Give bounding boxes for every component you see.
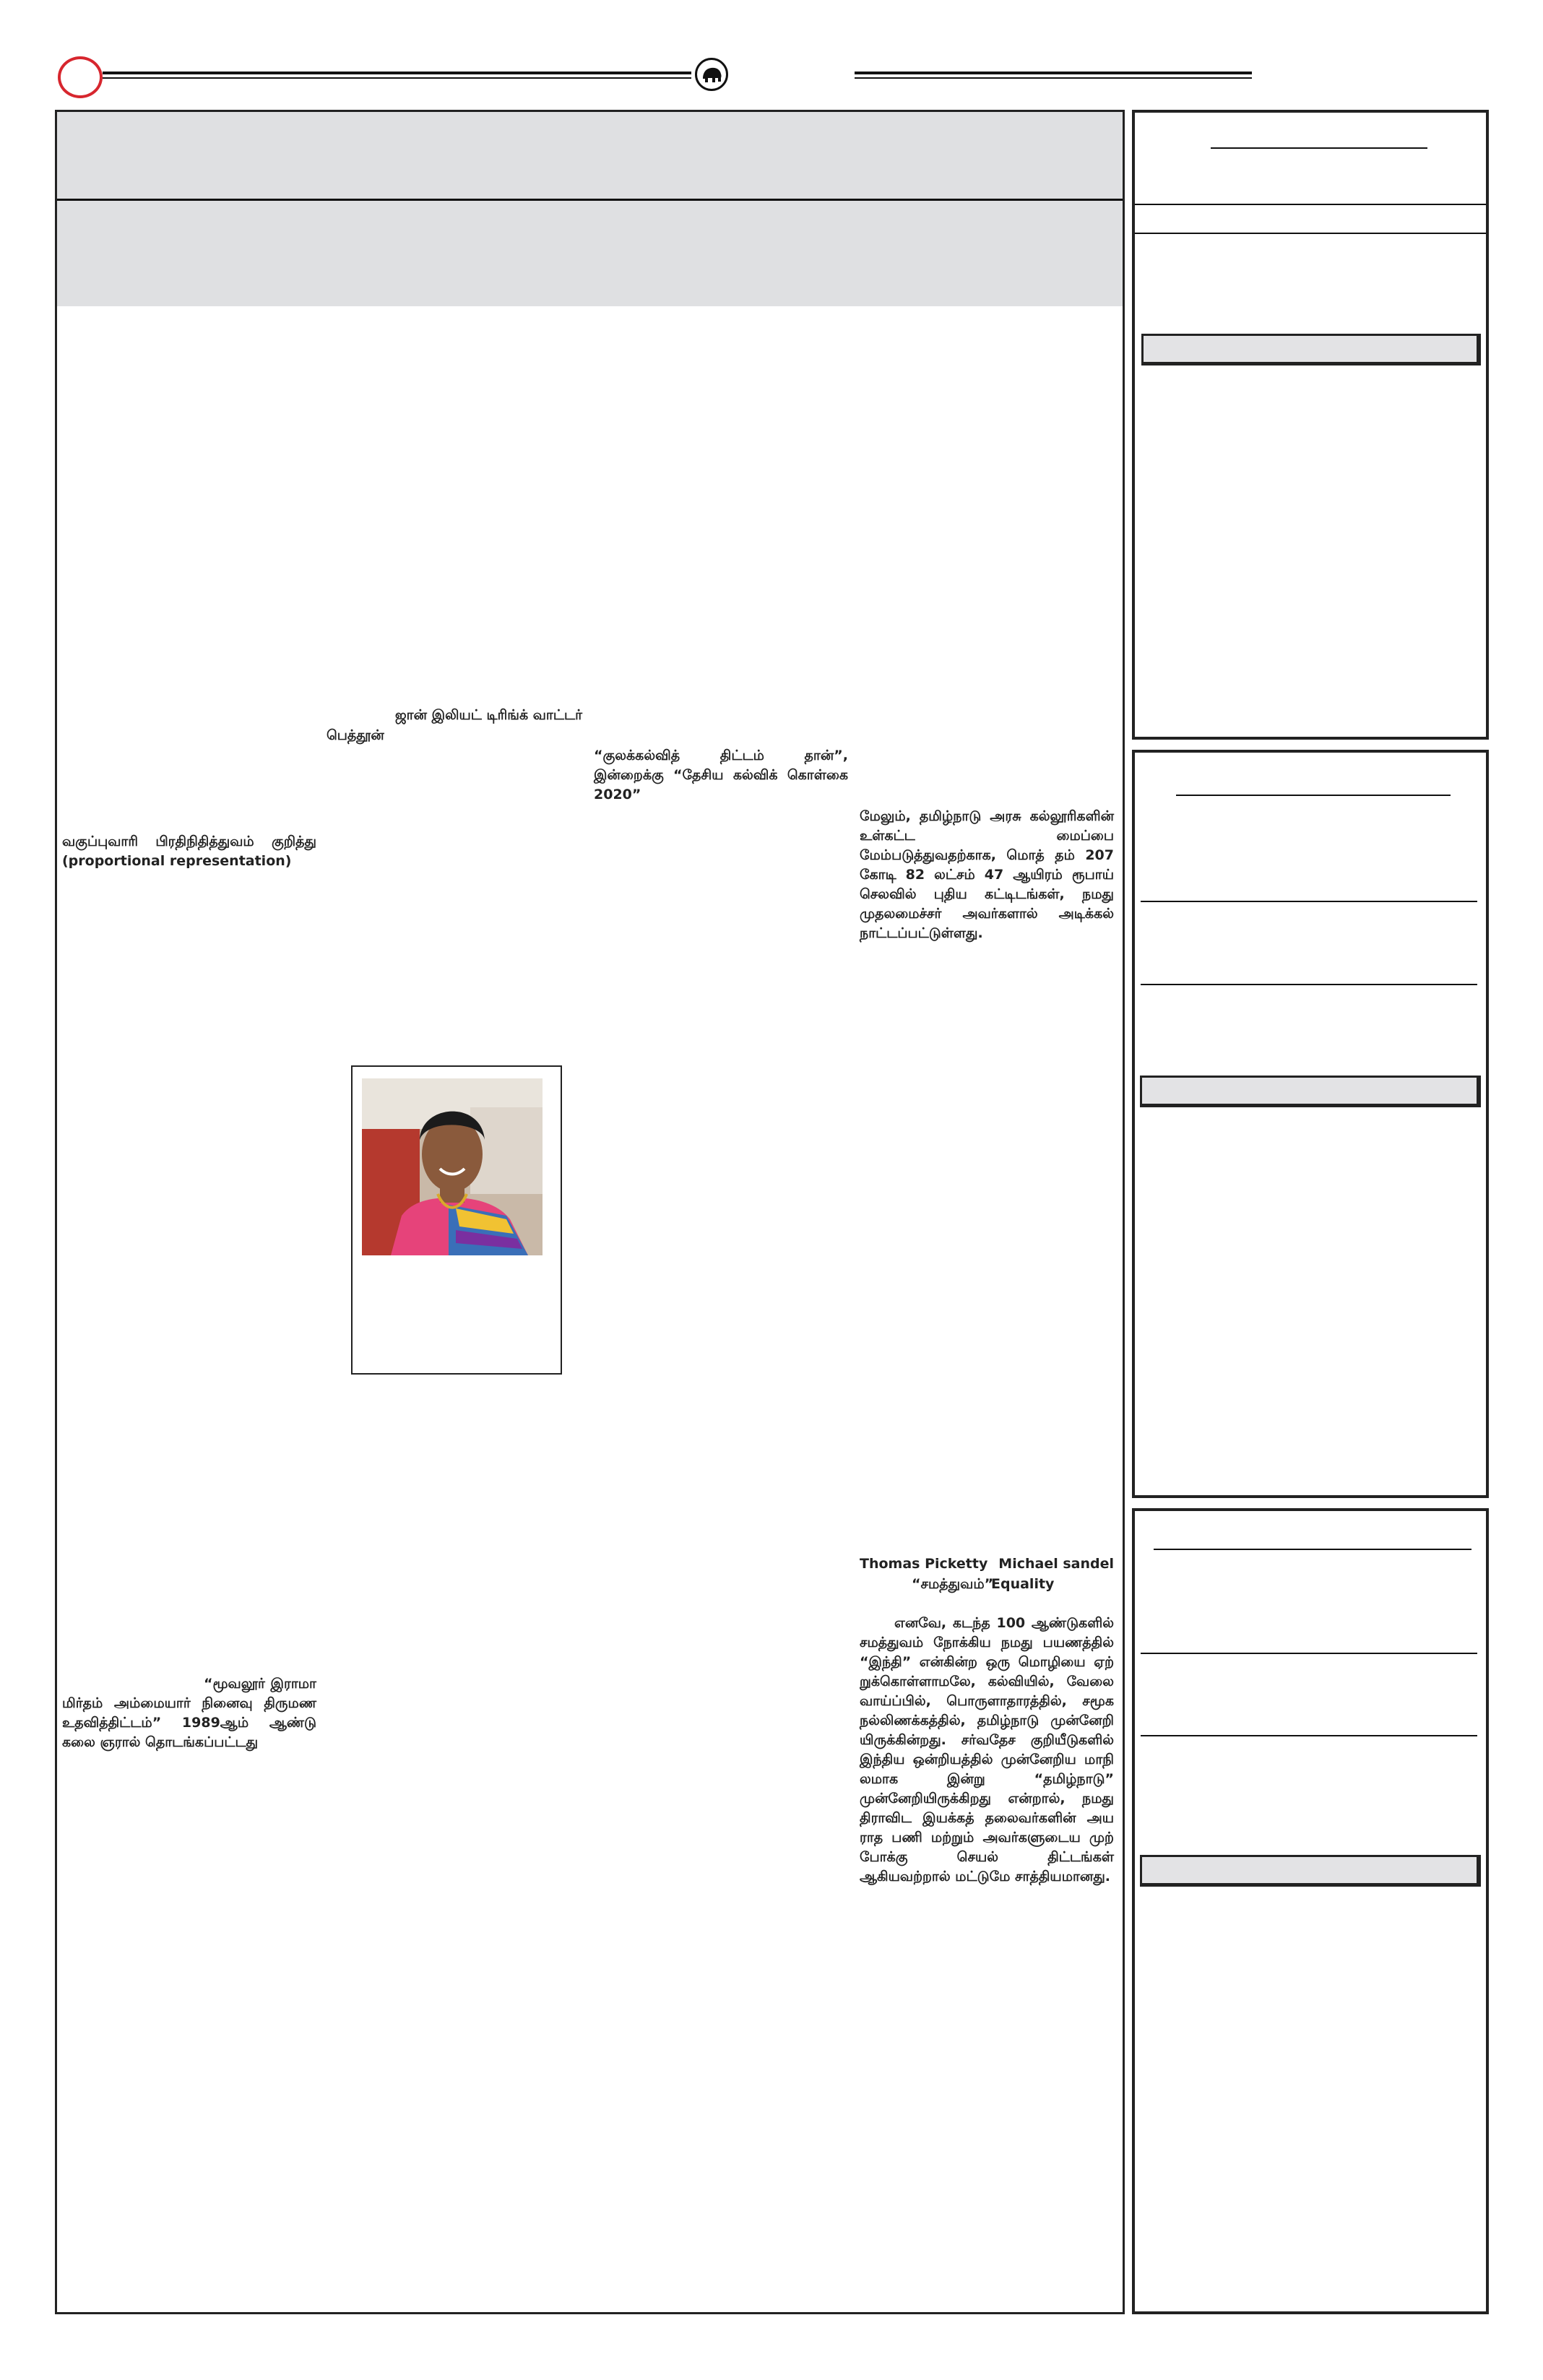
- sidebar-box-1: [1132, 110, 1489, 740]
- quote-kulakkalvi: “குலக்கல்வித் திட்டம் தான்”, இன்றைக்கு “தேசிய கல்விக் கொள்கை 2020”: [594, 748, 848, 802]
- sidebar-box-2-divider-b: [1141, 984, 1477, 985]
- headline-banner: [57, 112, 1123, 199]
- author-picketty: Thomas Picketty: [860, 1556, 988, 1572]
- page-number-badge: [58, 56, 103, 98]
- col4-paragraph-2: எனவே, கடந்த 100 ஆண்டுகளில் சமத்துவம் நோக்கிய நமது பயணத்தில் “இந்தி” என்கின்ற ஒரு மொழியை ஏற் றுக்கொள்ளாமலே, கல்வியில், வேலை வாய்ப்பில், பொருளாதாரத்தில், சமூக நல்லிணக்கத்தில், தமிழ்நாடு முன்னேறி யிருக்கின்றது. சர்வதேச குறியீடுகளில் இந்திய ஒன்றியத்தில் முன்னேறிய மாநி லமாக இன்று “தமிழ்நாடு” முன்னேறியிருக்கிறது என்றால், நமது திராவிட இயக்கத் தலைவர்களின் அய ராத பணி மற்றும் அவர்களுடைய முற் போக்கு செயல் திட்டங்கள் ஆகியவற்றால் மட்டுமே சாத்தியமானது.: [860, 1615, 1114, 1884]
- sidebar-box-2-band: [1140, 1076, 1481, 1107]
- portrait-photo: [362, 1078, 543, 1255]
- sidebar-box-1-title-rule: [1211, 147, 1427, 149]
- header-rule-left: [103, 72, 691, 74]
- sidebar-box-1-band: [1141, 334, 1481, 365]
- col1-english-term: (proportional representation): [62, 853, 292, 869]
- sidebar-box-3-title-rule: [1154, 1549, 1471, 1550]
- header-rule-right-thin: [855, 77, 1252, 79]
- sidebar-box-3-divider-b: [1141, 1735, 1477, 1736]
- name-bethune: பெத்தூன்: [327, 727, 384, 743]
- col1-highlight-1: வகுப்புவாரி பிரதிநிதித்துவம் குறித்து: [62, 834, 316, 849]
- sidebar-box-2: [1132, 750, 1489, 1498]
- header-rule-left-thin: [103, 77, 691, 79]
- portrait-frame: [351, 1065, 562, 1375]
- sidebar-box-3-divider-a: [1141, 1653, 1477, 1654]
- sidebar-box-1-divider-b: [1135, 233, 1486, 234]
- header-rule-right: [855, 72, 1252, 74]
- name-drinkwater: ஜான் இலியட் டிரிங்க் வாட்டர்: [394, 707, 582, 723]
- elephant-emblem-icon: [695, 58, 728, 91]
- equality-tamil: “சமத்துவம்”: [912, 1576, 994, 1592]
- col4-paragraph-1: மேலும், தமிழ்நாடு அரசு கல்லூரிகளின் உள்கட்ட மைப்பை மேம்படுத்துவதற்காக, மொத் தம் 207 கோடி 82 லட்சம் 47 ஆயிரம் ரூபாய் செலவில் புதிய கட்டிடங்கள், நமது முதலமைச்சர் அவர்களால் அடிக்கல் நாட்டப்பட்டுள்ளது.: [860, 808, 1114, 941]
- sidebar-box-3-band: [1140, 1855, 1481, 1887]
- sidebar-box-3: [1132, 1508, 1489, 2314]
- subheadline-banner: [57, 201, 1123, 306]
- col1-highlight-2: “மூவலூர் இராமா மிர்தம் அம்மையார் நினைவு திருமண உதவித்திட்டம்” 1989ஆம் ஆண்டு கலை ஞரால் தொடங்கப்பட்டது: [62, 1676, 316, 1750]
- sidebar-box-1-divider-a: [1135, 204, 1486, 205]
- equality-english: Equality: [991, 1576, 1055, 1592]
- sidebar-box-2-divider-a: [1141, 901, 1477, 902]
- sidebar-box-2-title-rule: [1176, 795, 1451, 796]
- author-sandel: Michael sandel: [998, 1556, 1114, 1572]
- main-article-frame: [55, 110, 1125, 2314]
